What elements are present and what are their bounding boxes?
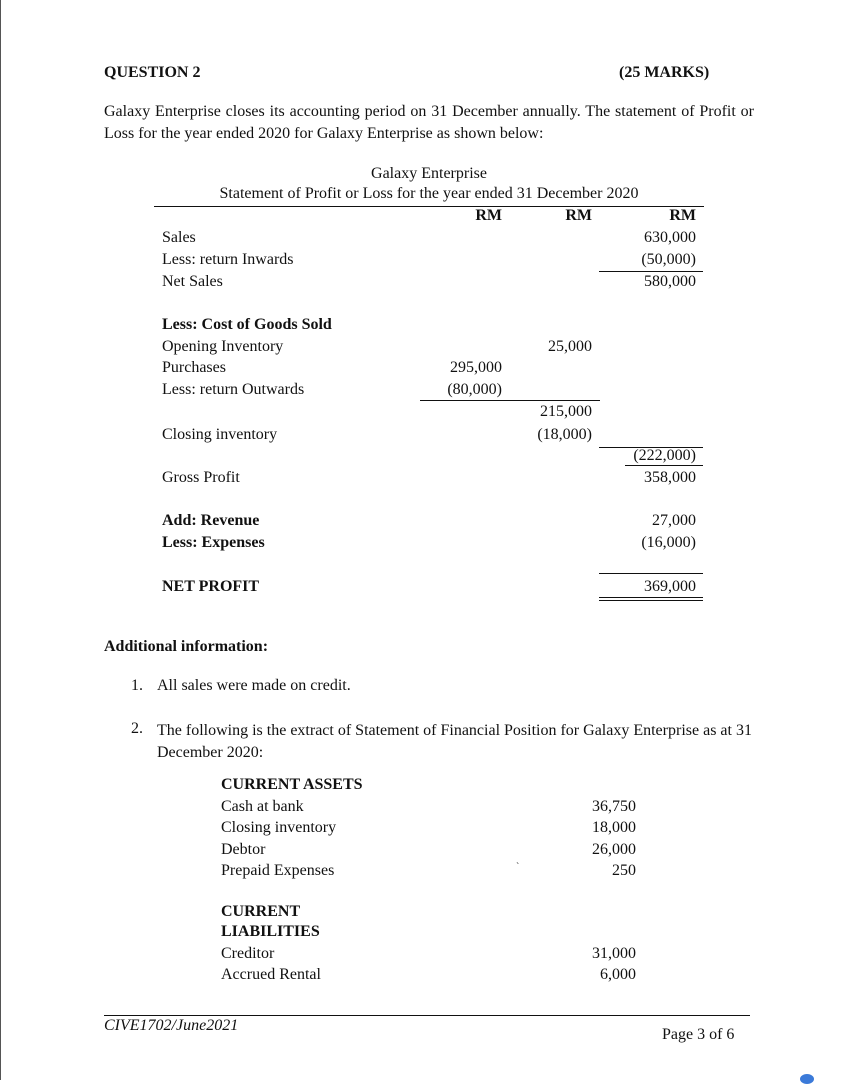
col-header-1: RM	[475, 207, 502, 224]
cogs-underline	[625, 465, 703, 466]
liability-label: Creditor	[221, 945, 275, 962]
statement-title: Statement of Profit or Loss for the year ended 31 December 2020	[219, 185, 639, 202]
liability-label: Accrued Rental	[221, 966, 321, 983]
return-outwards-label: Less: return Outwards	[162, 381, 305, 398]
additional-heading: Additional information:	[104, 638, 269, 655]
statement-company: Galaxy Enterprise	[371, 165, 487, 182]
asset-label: Closing inventory	[221, 819, 337, 836]
col-header-3: RM	[669, 207, 696, 224]
net-sales-label: Net Sales	[162, 273, 223, 290]
page-left-edge	[0, 0, 1, 1080]
return-outwards-value: (80,000)	[447, 381, 502, 398]
opening-inventory-label: Opening Inventory	[162, 338, 284, 355]
gross-profit-label: Gross Profit	[162, 469, 240, 486]
liability-value: 6,000	[600, 966, 636, 983]
revenue-label: Add: Revenue	[162, 512, 260, 529]
footer-rule	[104, 1015, 750, 1016]
sales-label: Sales	[162, 229, 196, 246]
current-liabilities-heading-line-1: CURRENT	[221, 903, 301, 920]
asset-value: 36,750	[592, 798, 636, 815]
col-header-2: RM	[565, 207, 592, 224]
net-profit-double-rule-2	[599, 600, 703, 601]
intro-paragraph: Galaxy Enterprise closes its accounting period on 31 December annually. The statement of Profit or Loss for the year ended 2020 for Galaxy Enterprise as shown below:	[104, 103, 754, 142]
item-2-text: The following is the extract of Statement of Financial Position for Galaxy Enterprise as at 31 December 2020:	[157, 722, 752, 761]
current-assets-heading: CURRENT ASSETS	[221, 776, 363, 793]
net-profit-top-rule	[599, 573, 703, 574]
net-sales-value: 580,000	[644, 273, 696, 290]
asset-value: 250	[612, 862, 636, 879]
sales-value: 630,000	[644, 229, 696, 246]
net-purchases-value: 215,000	[540, 403, 592, 420]
footer-page-number: Page 3 of 6	[662, 1026, 735, 1043]
footer-course-code: CIVE1702/June2021	[104, 1017, 239, 1034]
current-liabilities-heading-line-2: LIABILITIES	[221, 923, 320, 940]
item-2-number: 2.	[131, 720, 143, 737]
item-1-text: All sales were made on credit.	[157, 677, 351, 694]
asset-label: Prepaid Expenses	[221, 862, 335, 879]
closing-inventory-value: (18,000)	[537, 426, 592, 443]
question-marks: (25 MARKS)	[619, 64, 710, 81]
net-profit-label: NET PROFIT	[162, 578, 260, 595]
scroll-indicator-dot	[800, 1074, 814, 1084]
sales-subtotal-rule	[599, 271, 703, 272]
net-profit-value: 369,000	[644, 578, 696, 595]
purchases-subtotal-rule	[420, 400, 600, 401]
cogs-label: Less: Cost of Goods Sold	[162, 316, 332, 333]
liability-value: 31,000	[592, 945, 636, 962]
stray-mark: ˋ	[516, 862, 520, 873]
gross-profit-value: 358,000	[644, 469, 696, 486]
asset-value: 26,000	[592, 841, 636, 858]
closing-inventory-label: Closing inventory	[162, 426, 278, 443]
purchases-value: 295,000	[450, 359, 502, 376]
net-profit-double-rule-1	[599, 597, 703, 598]
asset-value: 18,000	[592, 819, 636, 836]
purchases-label: Purchases	[162, 359, 226, 376]
expenses-value: (16,000)	[641, 534, 696, 551]
opening-inventory-value: 25,000	[548, 338, 592, 355]
revenue-value: 27,000	[652, 512, 696, 529]
cogs-total-value: (222,000)	[633, 447, 696, 464]
return-inwards-label: Less: return Inwards	[162, 251, 294, 268]
item-1-number: 1.	[131, 677, 143, 694]
question-label: QUESTION 2	[104, 64, 201, 81]
asset-label: Cash at bank	[221, 798, 304, 815]
asset-label: Debtor	[221, 841, 266, 858]
return-inwards-value: (50,000)	[641, 251, 696, 268]
expenses-label: Less: Expenses	[162, 534, 265, 551]
